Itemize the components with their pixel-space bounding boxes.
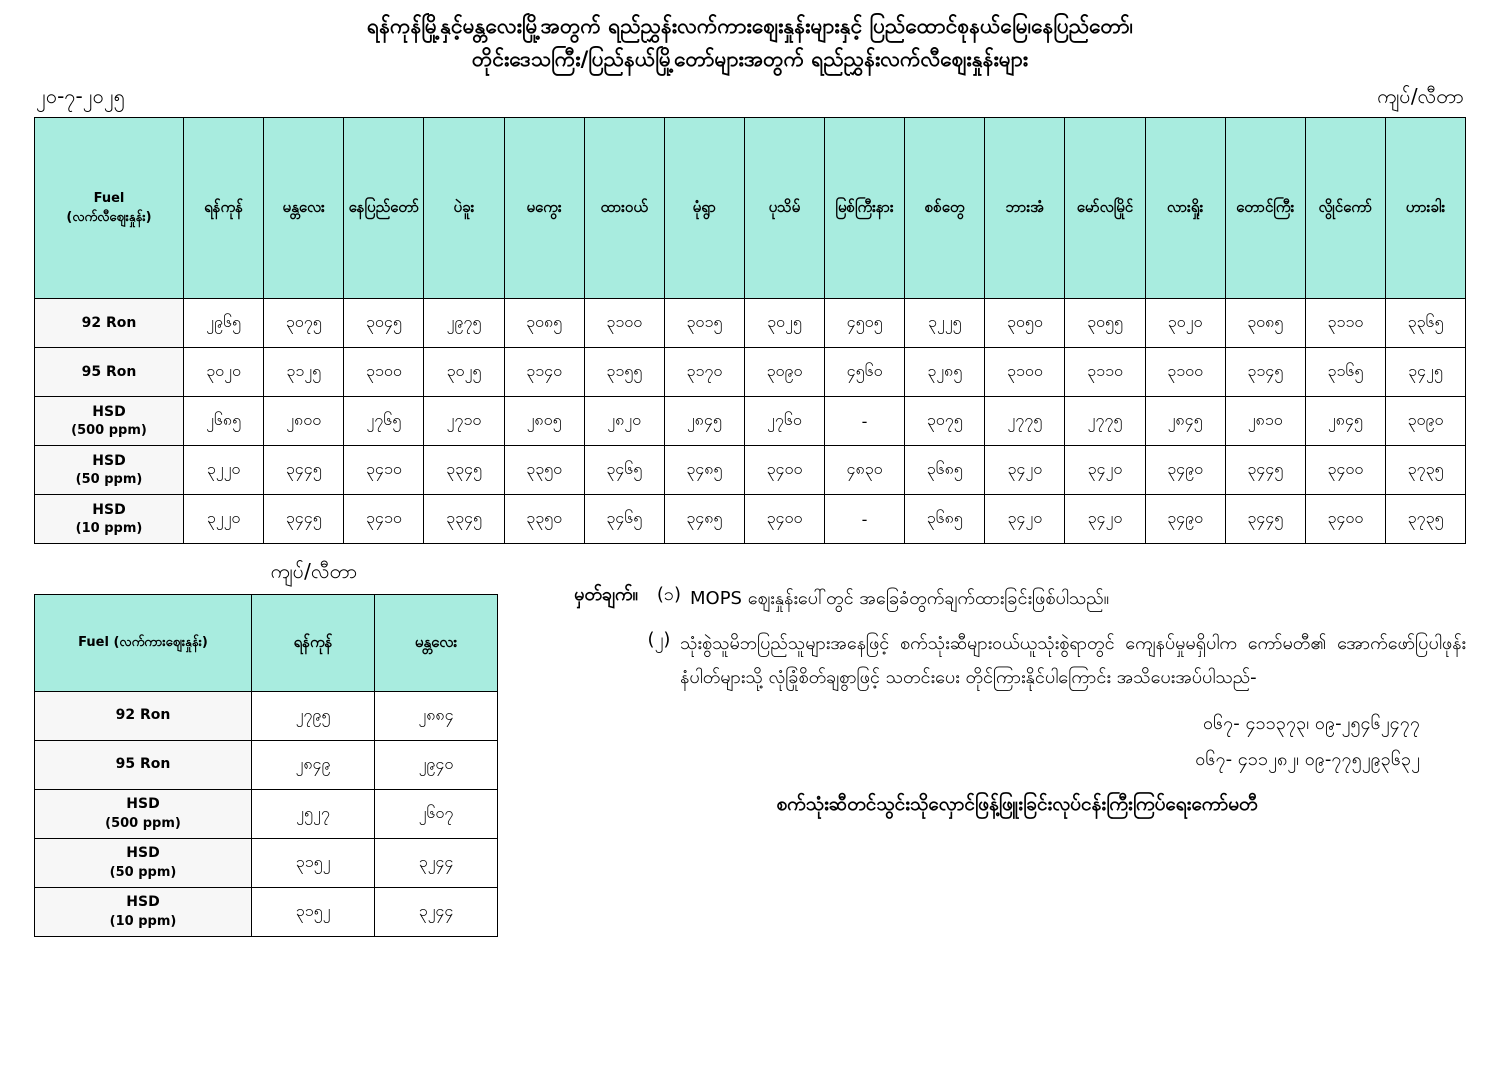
- wholesale-row-label-2: [35, 790, 252, 839]
- cell-0-1: ၃၀၇၅: [264, 299, 344, 348]
- cell-0-9: ၃၂၂၅: [905, 299, 985, 348]
- cell-0-4: ၃၀၈၅: [504, 299, 584, 348]
- table-row: [35, 790, 498, 839]
- cell-2-14: ၂၈၄၅: [1305, 397, 1385, 446]
- header-city-11: မော်လမြိုင်: [1065, 118, 1145, 299]
- cell-4-12: ၃၄၉၀: [1145, 495, 1225, 544]
- row-label-3-main: HSD: [92, 452, 126, 469]
- note-number-2: (၂): [647, 629, 671, 651]
- wholesale-cell-0-0: ၂၇၉၅: [252, 692, 375, 741]
- cell-2-13: ၂၈၁၀: [1225, 397, 1305, 446]
- cell-2-15: ၃၀၉၀: [1385, 397, 1465, 446]
- header-city-12: လားရှိုး: [1145, 118, 1225, 299]
- row-label-1: 95 Ron: [35, 348, 184, 397]
- main-table-wrap: [0, 117, 1500, 544]
- wholesale-cell-1-1: ၂၉၄၀: [375, 741, 498, 790]
- cell-4-14: ၃၄၀၀: [1305, 495, 1385, 544]
- cell-3-11: ၃၄၂၀: [1065, 446, 1145, 495]
- cell-4-2: ၃၄၁၀: [344, 495, 424, 544]
- row-label-2-sub: (500 ppm): [71, 422, 147, 438]
- cell-3-7: ၃၄၀၀: [744, 446, 824, 495]
- header-city-1: မန္တလေး: [264, 118, 344, 299]
- phone-line-1: ဝ၆၇- ၄၁၁၃၇၃၊ ဝ၉-၂၅၄၆၂၄၇၇: [1202, 712, 1420, 734]
- cell-2-4: ၂၈၀၅: [504, 397, 584, 446]
- cell-2-1: ၂၈၀၀: [264, 397, 344, 446]
- cell-4-11: ၃၄၂၀: [1065, 495, 1145, 544]
- cell-1-4: ၃၁၄၀: [504, 348, 584, 397]
- cell-3-9: ၃၆၈၅: [905, 446, 985, 495]
- header-city-6: မုံရွာ: [664, 118, 744, 299]
- cell-0-10: ၃၀၅၀: [985, 299, 1065, 348]
- cell-3-0: ၃၂၂၀: [184, 446, 264, 495]
- row-label-3: [35, 446, 184, 495]
- cell-0-0: ၂၉၆၅: [184, 299, 264, 348]
- cell-2-10: ၂၇၇၅: [985, 397, 1065, 446]
- cell-1-1: ၃၁၂၅: [264, 348, 344, 397]
- cell-4-3: ၃၃၄၅: [424, 495, 504, 544]
- cell-2-9: ၃၀၇၅: [905, 397, 985, 446]
- document-title: [0, 0, 1500, 75]
- price-unit-label: ကျပ်/လီတာ: [1377, 84, 1464, 109]
- note-text-2: သုံးစွဲသူမိဘပြည်သူများအနေဖြင့် စက်သုံးဆီများဝယ်ယူသုံးစွဲရာတွင် ကျေနပ်မှုမရှိပါက ကော်မတီ၏ အောက်ဖော်ပြပါဖုန်းနံပါတ်များသို့ လုံခြုံစိတ်ချစွာဖြင့် သတင်းပေး တိုင်ကြားနိုင်ပါကြောင်း အသိပေးအပ်ပါသည်-: [680, 633, 1466, 688]
- cell-0-8: ၄၅၀၅: [825, 299, 905, 348]
- table-row: [35, 839, 498, 888]
- cell-4-8: -: [825, 495, 905, 544]
- cell-1-13: ၃၁၄၅: [1225, 348, 1305, 397]
- cell-1-15: ၃၄၂၅: [1385, 348, 1465, 397]
- cell-0-3: ၂၉၇၅: [424, 299, 504, 348]
- cell-0-7: ၃၀၂၅: [744, 299, 824, 348]
- note-item-1: [528, 582, 1466, 615]
- header-city-15: ဟားခါး: [1385, 118, 1465, 299]
- wholesale-cell-0-1: ၂၈၈၄: [375, 692, 498, 741]
- cell-2-5: ၂၈၂၀: [584, 397, 664, 446]
- wholesale-row-label-3-main: HSD: [126, 845, 160, 862]
- cell-1-3: ၃၀၂၅: [424, 348, 504, 397]
- cell-2-11: ၂၇၇၅: [1065, 397, 1145, 446]
- cell-3-8: ၄၈၃၀: [825, 446, 905, 495]
- table-header-row: [35, 118, 1466, 299]
- header-fuel: [35, 118, 184, 299]
- cell-4-1: ၃၄၄၅: [264, 495, 344, 544]
- title-line-2: တိုင်းဒေသကြီး/ပြည်နယ်မြို့တော်များအတွက် ရည်ညွှန်းလက်လီဈေးနှုန်းများ: [471, 46, 1029, 71]
- cell-2-12: ၂၈၄၅: [1145, 397, 1225, 446]
- header-city-8: မြစ်ကြီးနား: [825, 118, 905, 299]
- cell-1-8: ၄၅၆၀: [825, 348, 905, 397]
- cell-3-6: ၃၄၈၅: [664, 446, 744, 495]
- header-city-9: စစ်တွေ: [905, 118, 985, 299]
- wholesale-row-label-0: 92 Ron: [35, 692, 252, 741]
- cell-3-15: ၃၇၃၅: [1385, 446, 1465, 495]
- wholesale-row-label-3: [35, 839, 252, 888]
- header-city-3: ပဲခူး: [424, 118, 504, 299]
- header-fuel-wholesale-label: Fuel: [78, 634, 109, 650]
- row-label-2: [35, 397, 184, 446]
- cell-4-7: ၃၄၀၀: [744, 495, 824, 544]
- cell-3-14: ၃၄၀၀: [1305, 446, 1385, 495]
- cell-2-8: -: [825, 397, 905, 446]
- wholesale-row-label-4-sub: (10 ppm): [109, 913, 177, 929]
- cell-1-7: ၃၀၉၀: [744, 348, 824, 397]
- issuing-organization: စက်သုံးဆီတင်သွင်းသိုလှောင်ဖြန့်ဖြူးခြင်းလုပ်ငန်းကြီးကြပ်ရေးကော်မတီ: [776, 792, 1258, 815]
- wholesale-cell-4-1: ၃၂၄၄: [375, 888, 498, 937]
- row-label-2-main: HSD: [92, 403, 126, 420]
- header-fuel-sub: (လက်လီဈေးနှုန်း): [66, 210, 152, 226]
- wholesale-row-label-2-sub: (500 ppm): [105, 815, 181, 831]
- meta-row: [0, 75, 1500, 117]
- phone-line-2: ဝ၆၇- ၄၁၁၂၈၂၊ ဝ၉-၇၇၅၂၉၃၆၃၂: [1195, 748, 1420, 770]
- header-wholesale-city-0: ရန်ကုန်: [252, 595, 375, 692]
- cell-4-10: ၃၄၂၀: [985, 495, 1065, 544]
- wholesale-cell-4-0: ၃၁၅၂: [252, 888, 375, 937]
- cell-1-6: ၃၁၇၀: [664, 348, 744, 397]
- header-fuel-wholesale: [35, 595, 252, 692]
- cell-3-12: ၃၄၉၀: [1145, 446, 1225, 495]
- table-header-row: [35, 595, 498, 692]
- wholesale-row-label-3-sub: (50 ppm): [109, 864, 177, 880]
- table-row: [35, 446, 1466, 495]
- wholesale-row-label-4-main: HSD: [126, 894, 160, 911]
- note-item-2: [528, 627, 1466, 694]
- wholesale-cell-3-1: ၃၂၄၄: [375, 839, 498, 888]
- row-label-3-sub: (50 ppm): [75, 471, 143, 487]
- header-city-4: မကွေး: [504, 118, 584, 299]
- contact-phones: [528, 706, 1466, 778]
- wholesale-table-body: [35, 692, 498, 937]
- notes-heading: မှတ်ချက်။: [574, 584, 638, 606]
- cell-4-6: ၃၄၈၅: [664, 495, 744, 544]
- cell-2-7: ၂၇၆၀: [744, 397, 824, 446]
- cell-4-13: ၃၄၄၅: [1225, 495, 1305, 544]
- cell-2-6: ၂၈၄၅: [664, 397, 744, 446]
- cell-3-5: ၃၄၆၅: [584, 446, 664, 495]
- wholesale-row-label-2-main: HSD: [126, 796, 160, 813]
- header-city-0: ရန်ကုန်: [184, 118, 264, 299]
- table-row: [35, 495, 1466, 544]
- cell-3-3: ၃၃၄၅: [424, 446, 504, 495]
- cell-3-1: ၃၄၄၅: [264, 446, 344, 495]
- retail-table-head: [35, 118, 1466, 299]
- cell-0-5: ၃၁၀၀: [584, 299, 664, 348]
- wholesale-unit-label: ကျပ်/လီတာ: [270, 559, 358, 584]
- wholesale-table-head: [35, 595, 498, 692]
- retail-price-table: [34, 117, 1466, 544]
- row-label-0: 92 Ron: [35, 299, 184, 348]
- cell-1-9: ၃၂၈၅: [905, 348, 985, 397]
- cell-2-2: ၂၇၆၅: [344, 397, 424, 446]
- table-row: [35, 299, 1466, 348]
- wholesale-section: [34, 558, 504, 937]
- cell-3-2: ၃၄၁၀: [344, 446, 424, 495]
- header-fuel-wholesale-sub: (လက်ကားဈေးနှုန်း): [113, 634, 208, 650]
- retail-table-body: [35, 299, 1466, 544]
- header-city-13: တောင်ကြီး: [1225, 118, 1305, 299]
- table-row: [35, 741, 498, 790]
- lower-section: [0, 544, 1500, 937]
- cell-3-4: ၃၃၅၀: [504, 446, 584, 495]
- cell-0-14: ၃၁၁၀: [1305, 299, 1385, 348]
- cell-3-10: ၃၄၂၀: [985, 446, 1065, 495]
- cell-0-13: ၃၀၈၅: [1225, 299, 1305, 348]
- cell-2-0: ၂၆၈၅: [184, 397, 264, 446]
- cell-2-3: ၂၇၁၀: [424, 397, 504, 446]
- cell-1-10: ၃၁၀၀: [985, 348, 1065, 397]
- notes-section: [504, 558, 1466, 820]
- title-line-1: ရန်ကုန်မြို့နှင့်မန္တလေးမြို့အတွက် ရည်ညွှန်းလက်ကားဈေးနှုန်းများနှင့် ပြည်ထောင်စုနယ်မြေ၊နေပြည်တော်၊: [367, 14, 1133, 38]
- header-city-10: ဘားအံ: [985, 118, 1065, 299]
- header-city-7: ပုသိမ်: [744, 118, 824, 299]
- cell-0-6: ၃၀၁၅: [664, 299, 744, 348]
- table-row: [35, 692, 498, 741]
- cell-3-13: ၃၄၄၅: [1225, 446, 1305, 495]
- wholesale-cell-1-0: ၂၈၄၉: [252, 741, 375, 790]
- cell-4-15: ၃၇၃၅: [1385, 495, 1465, 544]
- cell-1-12: ၃၁၀၀: [1145, 348, 1225, 397]
- cell-1-11: ၃၁၁၀: [1065, 348, 1145, 397]
- table-row: [35, 888, 498, 937]
- wholesale-cell-3-0: ၃၁၅၂: [252, 839, 375, 888]
- header-city-5: ထားဝယ်: [584, 118, 664, 299]
- header-city-2: နေပြည်တော်: [344, 118, 424, 299]
- header-city-14: လွိုင်ကော်: [1305, 118, 1385, 299]
- wholesale-cell-2-0: ၂၅၂၇: [252, 790, 375, 839]
- note-text-1: MOPS ဈေးနှုန်းပေါ်တွင် အခြေခံတွက်ချက်ထားခြင်းဖြစ်ပါသည်။: [690, 588, 1110, 610]
- cell-0-11: ၃၀၅၅: [1065, 299, 1145, 348]
- cell-4-0: ၃၂၂၀: [184, 495, 264, 544]
- cell-0-2: ၃၀၄၅: [344, 299, 424, 348]
- header-wholesale-city-1: မန္တလေး: [375, 595, 498, 692]
- row-label-4-main: HSD: [92, 501, 126, 518]
- row-label-4-sub: (10 ppm): [75, 520, 143, 536]
- cell-1-5: ၃၁၅၅: [584, 348, 664, 397]
- cell-0-12: ၃၀၂၀: [1145, 299, 1225, 348]
- report-date: ၂၀-၇-၂၀၂၅: [36, 84, 125, 109]
- wholesale-price-table: [34, 594, 498, 937]
- row-label-4: [35, 495, 184, 544]
- wholesale-row-label-4: [35, 888, 252, 937]
- cell-4-4: ၃၃၅၀: [504, 495, 584, 544]
- cell-1-14: ၃၁၆၅: [1305, 348, 1385, 397]
- header-fuel-label: Fuel: [93, 190, 125, 206]
- cell-1-2: ၃၁၀၀: [344, 348, 424, 397]
- note-number-1: (၁): [656, 584, 682, 606]
- cell-0-15: ၃၃၆၅: [1385, 299, 1465, 348]
- cell-1-0: ၃၀၂၀: [184, 348, 264, 397]
- cell-4-9: ၃၆၈၅: [905, 495, 985, 544]
- table-row: [35, 397, 1466, 446]
- table-row: [35, 348, 1466, 397]
- cell-4-5: ၃၄၆၅: [584, 495, 664, 544]
- wholesale-cell-2-1: ၂၆၀၇: [375, 790, 498, 839]
- wholesale-row-label-1: 95 Ron: [35, 741, 252, 790]
